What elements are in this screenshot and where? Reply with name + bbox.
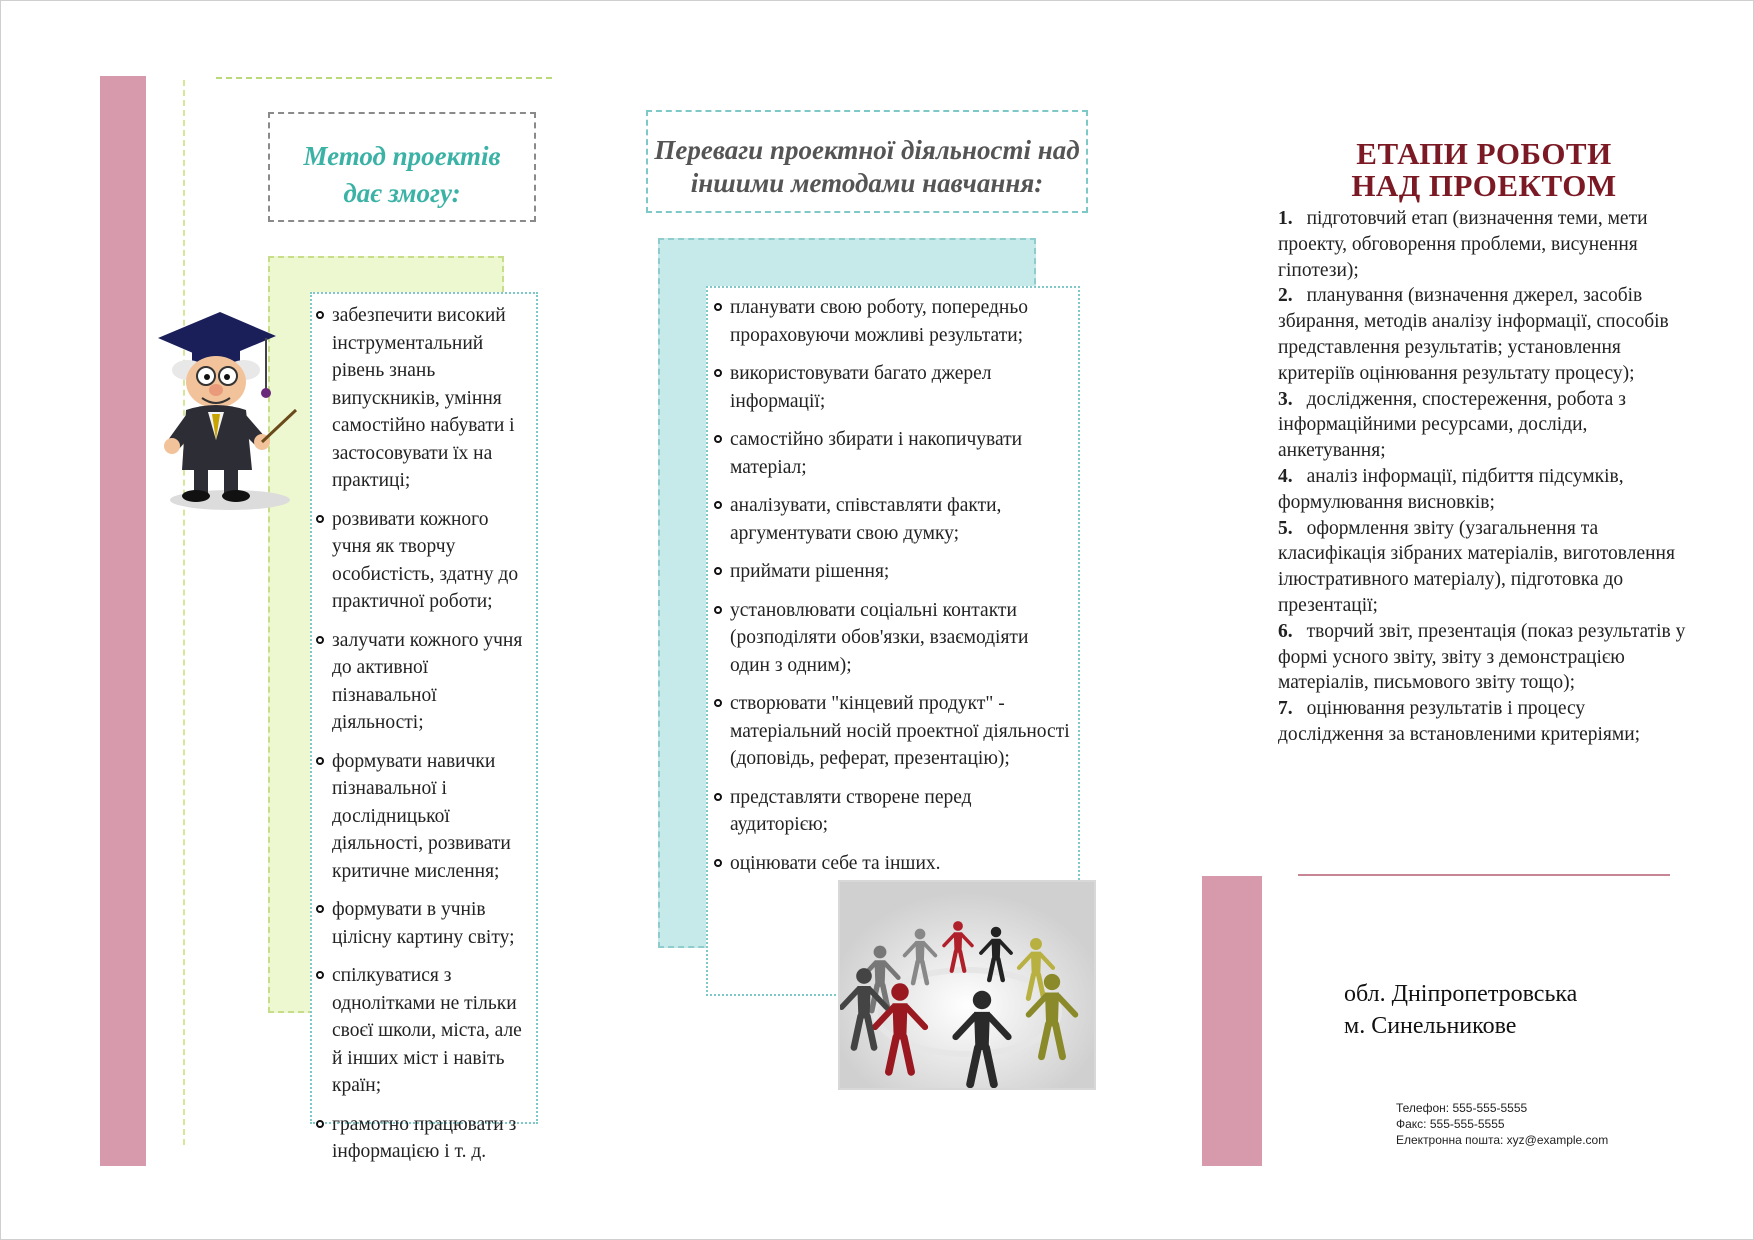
list-item: формувати в учнів цілісну картину світу;: [316, 896, 530, 951]
list-item: розвивати кожного учня як творчу особистість, здатну до практичної роботи;: [316, 506, 530, 616]
stage-item: [1278, 206, 1690, 283]
list-item: формувати навички пізнавальної і дослідницької діяльності, розвивати критичне мислення;: [316, 748, 530, 886]
stage-text: дослідження, спостереження, робота з інформаційними ресурсами, досліди, анкетування;: [1278, 388, 1626, 462]
stage-item: [1278, 464, 1690, 516]
stage-number: 4.: [1278, 465, 1293, 487]
stage-text: аналіз інформації, підбиття підсумків, формулювання висновків;: [1278, 465, 1624, 513]
stage-item: [1278, 516, 1690, 619]
list-item: представляти створене перед аудиторією;: [714, 784, 1072, 839]
list-item: аналізувати, співставляти факти, аргументувати свою думку;: [714, 492, 1072, 547]
list-item: залучати кожного учня до активної пізнавальної діяльності;: [316, 627, 530, 737]
lime-guide-top: [216, 77, 552, 79]
list-item: спілкуватися з однолітками не тільки своєї школи, міста, але й інших міст і навіть країн;: [316, 962, 530, 1100]
stage-number: 5.: [1278, 517, 1293, 539]
list-item: грамотно працювати з інформацією і т. д.: [316, 1111, 530, 1166]
stage-text: оцінювання результатів і процесу дослідження за встановленими критеріями;: [1278, 698, 1641, 745]
stage-item: [1278, 696, 1690, 748]
list-item: забезпечити високий інструментальний рівень знань випускників, уміння самостійно набувати і застосовувати їх на практиці;: [316, 302, 530, 495]
stage-text: творчий звіт, презентація (показ результатів у формі усного звіту, звіту з демонстрацією матеріалів, письмового звіту тощо);: [1278, 620, 1686, 694]
advantages-title: Переваги проектної діяльності над іншими методами навчання:: [654, 135, 1080, 198]
left-pink-bar: [100, 76, 146, 1166]
advantages-title-box: [646, 110, 1088, 213]
address-block: [1344, 978, 1577, 1042]
method-title-box: [268, 112, 536, 222]
list-item: приймати рішення;: [714, 558, 1072, 586]
stage-text: оформлення звіту (узагальнення та класифікація зібраних матеріалів, виготовлення ілюстративного матеріалу), підготовка до презентації;: [1278, 517, 1675, 616]
stage-item: [1278, 387, 1690, 464]
stages-title: ЕТАПИ РОБОТИ НАД ПРОЕКТОМ: [1351, 136, 1617, 203]
stages-list: [1278, 206, 1690, 748]
lime-guide-left: [183, 80, 185, 1145]
address-region: обл. Дніпропетровська: [1344, 981, 1578, 1007]
list-item: установлювати соціальні контакти (розподіляти обов'язки, взаємодіяти один з одним);: [714, 597, 1072, 680]
stage-number: 3.: [1278, 388, 1293, 410]
method-list: [316, 302, 530, 1166]
stages-divider: [1298, 874, 1670, 876]
stage-item: [1278, 619, 1690, 696]
contact-email[interactable]: Електронна пошта: xyz@example.com: [1396, 1133, 1609, 1147]
stage-number: 2.: [1278, 285, 1293, 307]
circle-of-people-image: [838, 880, 1096, 1090]
list-item: оцінювати себе та інших.: [714, 850, 1072, 878]
stage-text: підготовчий етап (визначення теми, мети проекту, обговорення проблеми, висунення гіпотези);: [1278, 208, 1648, 281]
list-item: використовувати багато джерел інформації;: [714, 360, 1072, 415]
professor-illustration: [148, 290, 298, 520]
method-title-line1: Метод проектів: [303, 141, 501, 171]
list-item: створювати "кінцевий продукт" - матеріальний носій проектної діяльності (доповідь, реферат, презентацію);: [714, 690, 1072, 773]
stage-number: 7.: [1278, 698, 1293, 720]
contact-fax: Факс: 555-555-5555: [1396, 1117, 1505, 1131]
stages-section: [1278, 138, 1690, 748]
list-item: планувати свою роботу, попередньо прораховуючи можливі результати;: [714, 294, 1072, 349]
stage-number: 1.: [1278, 208, 1293, 229]
contact-phone: Телефон: 555-555-5555: [1396, 1101, 1528, 1115]
stage-number: 6.: [1278, 620, 1293, 642]
address-city: м. Синельникове: [1344, 1013, 1517, 1039]
advantages-list: [714, 294, 1072, 877]
method-list-box: [310, 292, 538, 1162]
stage-text: планування (визначення джерел, засобів збирання, методів аналізу інформації, способів представлення результатів; установлення критеріїв оцінювання результату процесу);: [1278, 285, 1669, 384]
contact-block: [1396, 1100, 1608, 1148]
method-title-line2: дає змогу:: [343, 178, 461, 208]
stage-item: [1278, 283, 1690, 386]
right-pink-bar: [1202, 876, 1262, 1166]
list-item: самостійно збирати і накопичувати матеріал;: [714, 426, 1072, 481]
